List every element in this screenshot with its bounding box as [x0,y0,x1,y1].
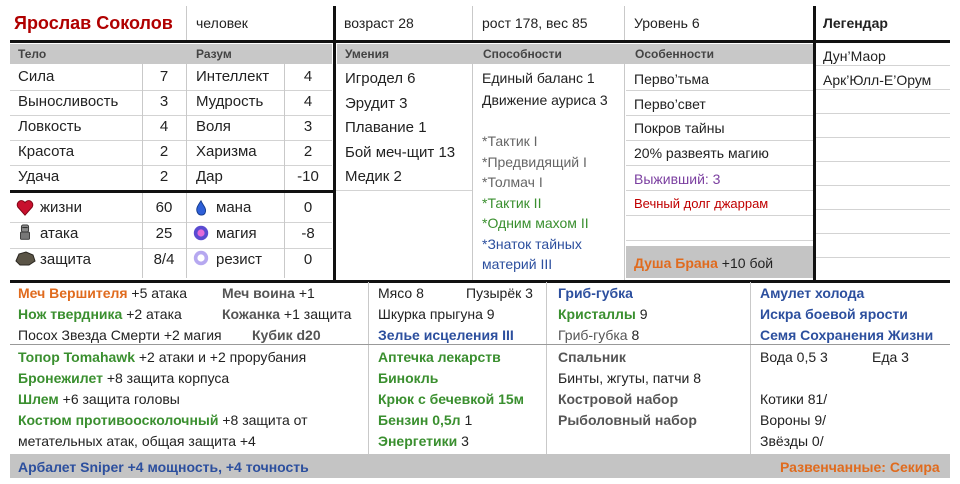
food-item: Пузырёк 3 [466,285,533,301]
mana-drop-icon [192,199,210,217]
armor-item-bonus: +2 атаки и +2 прорубания [134,349,307,365]
vital-value: 25 [155,225,173,242]
body-stat-value: 2 [159,143,169,160]
weapon-item [18,283,187,303]
ability-trait: *Одним махом II [482,215,589,231]
mind-stat-value: 3 [303,118,313,135]
skill-item: Плавание 1 [345,119,427,136]
mush-item-bonus: 9 [635,306,648,322]
skill-item: Медик 2 [345,168,402,185]
weapon-item-name: Меч Вершителя [18,285,128,301]
mush-item-bonus: 8 [627,327,640,343]
vital-label: защита [40,251,91,268]
ability-trait: *Предвидящий I [482,153,587,170]
divider [284,64,285,278]
body-stat-label: Ловкость [18,118,82,135]
gear-item [378,389,524,409]
weapon-item-name: Кожанка [222,306,281,322]
vital-label: жизни [40,199,82,216]
mind-stat-value: 4 [303,93,313,110]
header-bar-skills [337,44,813,64]
legend-item: Дун’Маор [823,48,886,64]
header-bar-body-mind [10,44,332,64]
armor-item-bonus: +8 защита корпуса [102,370,230,386]
potion-item: Зелье исцеления III [378,327,514,343]
ranged-name: Арбалет Sniper [18,459,124,475]
debunked-label: Развенчанные: Секира [780,459,940,475]
body-stat-label: Удача [18,168,60,185]
body-stat-value: 7 [159,68,169,85]
ranged-bonus: +4 мощность, +4 точность [123,459,309,475]
body-stat-label: Красота [18,143,75,160]
weapon-item-bonus: +2 магия [159,327,222,343]
divider [816,257,950,258]
resist-orb-icon [192,249,210,267]
divider [626,90,813,91]
divider [472,6,473,40]
character-name: Ярослав Соколов [14,13,173,33]
gear-item [378,368,438,388]
mush-item-name: Гриб-губка [558,327,628,343]
features-header: Особенности [635,47,715,61]
divider [816,185,950,186]
supply-stars: Звёзды 0/ [760,433,824,449]
mind-stat-label: Интеллект [196,68,270,85]
gear-item-name: Крюк с бечевкой 15м [378,391,525,407]
gear-item-name: Энергетики [378,433,458,449]
supply-water: Вода 0,5 3 [760,349,828,365]
vital-value: -8 [301,225,315,242]
vital-label: мана [216,199,252,216]
weapon-item [222,304,351,324]
legend-title: Легендар [823,15,888,31]
divider [10,344,950,345]
legend-item: Арк’Юлл-Е’Орум [823,72,932,88]
character-height-weight: рост 178, вес 85 [482,15,588,31]
camp-item: Костровой набор [558,391,679,407]
supply-crows: Вороны 9/ [760,412,827,428]
mind-stat-label: Дар [196,168,223,185]
camp-item: Рыболовный набор [558,412,697,428]
divider [816,161,950,162]
mush-item-name: Кристаллы [558,306,636,322]
camp-item: Бинты, жгуты, патчи 8 [558,370,701,386]
divider [626,140,813,141]
mush-item-name: Гриб-губка [558,285,633,301]
skill-item: Бой меч-щит 13 [345,143,456,161]
weapon-item [252,325,321,345]
mind-stat-value: -10 [297,168,319,185]
soul-name: Душа Брана [634,255,718,271]
weapon-item-name: Меч воина [222,285,295,301]
armor-item [18,347,306,367]
gear-item [378,410,472,430]
stone-icon [14,249,36,267]
amulet-item: Амулет холода [760,285,865,301]
divider [626,240,813,241]
mind-stat-label: Харизма [196,143,257,160]
vital-label: резист [216,251,262,268]
divider [626,115,813,116]
gear-item-name: Бензин 0,5л [378,412,461,428]
divider [624,6,625,40]
divider [750,282,751,454]
skills-header: Умения [345,47,390,61]
feature-item: Перво’свет [634,95,706,112]
divider [10,40,950,43]
ability-item: Единый баланс 1 [482,70,595,86]
divider [335,190,472,191]
armor-item-bonus: +8 защита от [218,412,308,428]
gear-item [378,431,469,451]
feature-debt: Вечный долг джаррам [634,196,769,211]
vital-value: 0 [303,251,313,268]
supply-food: Еда 3 [872,349,909,365]
feature-item: Перво’тьма [634,71,709,87]
divider [186,64,187,278]
armor-item-name: Костюм противоосколочный [18,412,219,428]
gear-item-bonus: 1 [460,412,473,428]
weapon-item-name: Посох Звезда Смерти [18,327,160,343]
weapon-item [222,283,315,303]
divider [626,190,813,191]
weapon-item-bonus: +1 защита [280,306,352,322]
ranged-weapon [18,457,309,477]
weapon-item-bonus: +2 атака [122,306,182,322]
mush-item [558,325,639,345]
divider [816,209,950,210]
divider [626,165,813,166]
feature-soul [634,253,773,273]
weapon-item [18,325,222,345]
food-item: Мясо 8 [378,285,424,301]
vital-label: магия [216,225,257,242]
ability-trait: *Тактик II [482,194,542,211]
divider [546,282,547,454]
divider [333,6,336,280]
gear-item-name: Аптечка лекарств [378,349,501,365]
amulet-item: Семя Сохранения Жизни [760,327,934,343]
gear-item-bonus: 3 [457,433,469,449]
vital-value: 0 [303,199,313,216]
armor-item-name: Топор Tomahawk [18,349,135,365]
mind-header: Разум [196,47,232,61]
divider [626,215,813,216]
body-stat-label: Выносливость [18,93,119,110]
feature-item: Покров тайны [634,120,725,136]
divider [816,89,950,90]
body-stat-value: 4 [159,118,169,135]
ability-trait: *Тактик I [482,133,538,149]
divider [813,6,816,280]
ability-item: Движение ауриса 3 [482,92,608,108]
vital-value: 60 [155,199,173,216]
character-level: Уровень 6 [634,15,700,31]
mush-item [558,283,633,303]
divider [816,65,950,66]
feature-item: 20% развеять магию [634,144,769,161]
armor-item-bonus: +6 защита головы [58,391,180,407]
skill-item: Игродел 6 [345,70,416,87]
mind-stat-value: 2 [303,143,313,160]
divider [472,64,473,280]
ability-trait: *Толмач I [482,174,543,190]
divider [142,64,143,278]
divider [624,64,625,280]
mind-stat-label: Воля [196,118,231,135]
armor-item [18,389,180,409]
divider [186,6,187,40]
soul-bonus: +10 бой [717,255,774,271]
supply-kittens: Котики 81/ [760,391,828,407]
body-stat-value: 2 [159,168,169,185]
gear-item [378,347,501,367]
ability-trait: материй III [482,256,553,272]
ability-trait: *Знаток тайных [482,235,582,252]
character-sheet [10,6,950,480]
camp-item: Спальник [558,349,626,365]
vital-value: 8/4 [153,251,175,268]
character-race: человек [196,15,248,31]
weapon-item-bonus: +5 атака [127,285,188,301]
amulet-item: Искра боевой ярости [760,306,908,322]
weapon-item-name: Нож твердника [18,306,123,322]
food-item: Шкурка прыгуна 9 [378,306,495,322]
weapon-item-name: Кубик d20 [252,327,321,343]
divider [816,113,950,114]
armor-item-name: Бронежилет [18,370,103,386]
magic-orb-icon [192,224,210,242]
abilities-header: Способности [483,47,562,61]
body-stat-value: 3 [159,93,169,110]
weapon-item [18,304,182,324]
mind-stat-value: 4 [303,68,313,85]
armor-item [18,368,229,388]
gear-item-name: Бинокль [378,370,439,386]
divider [816,137,950,138]
divider [816,233,950,234]
vital-label: атака [40,225,79,242]
mush-item [558,304,648,324]
weapon-item-bonus: +1 [294,285,315,301]
divider [368,282,369,454]
heart-icon [16,199,34,217]
character-age: возраст 28 [344,15,414,31]
mind-stat-label: Мудрость [196,93,264,110]
feature-survivor: Выживший: 3 [634,171,721,187]
body-header: Тело [18,47,47,61]
divider [10,190,333,193]
body-stat-label: Сила [18,68,55,85]
armor-item-cont: метательных атак, общая защита +4 [18,433,256,449]
armor-icon [16,224,34,242]
skill-item: Эрудит 3 [345,94,408,112]
armor-item-name: Шлем [18,391,59,407]
armor-item [18,410,308,430]
